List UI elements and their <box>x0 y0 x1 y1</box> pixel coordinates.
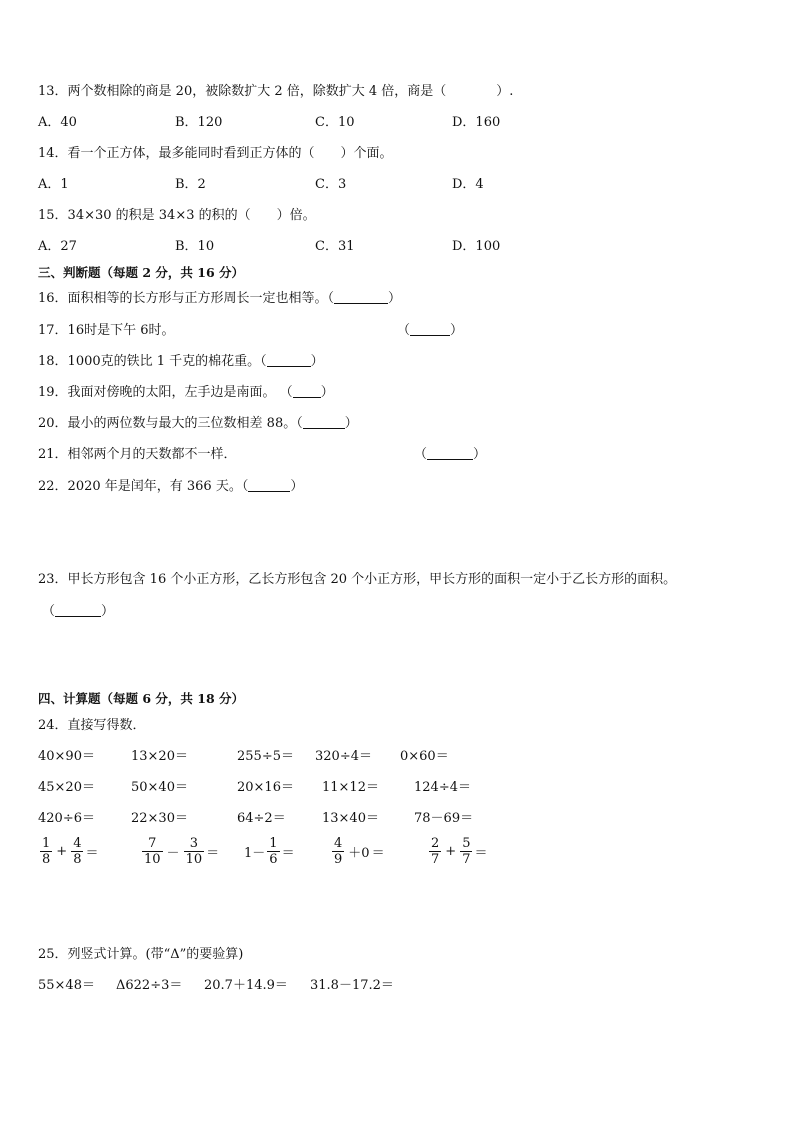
calc-item: 13×20＝ <box>131 749 188 764</box>
question-17: 17．16时是下午 6时。 <box>38 323 175 338</box>
calc-item: 78－69＝ <box>414 811 474 826</box>
question-24-title: 24．直接写得数． <box>38 718 146 733</box>
question-13-text: 13．两个数相除的商是 20，被除数扩大 2 倍，除数扩大 4 倍，商是（ <box>38 84 447 99</box>
fraction: $\frac{5}{7}$ <box>462 836 471 867</box>
question-19: 19．我面对傍晚的太阳，左手边是南面。 （ ） <box>38 385 334 400</box>
question-21-paren: （ ） <box>414 447 487 462</box>
question-16: 16．面积相等的长方形与正方形周长一定也相等。（ ） <box>38 291 402 306</box>
option-c[interactable]: C．31 <box>315 239 355 254</box>
calc-item: 420÷6＝ <box>38 811 95 826</box>
fraction: $\frac{4}{9}$ <box>334 836 343 867</box>
fraction-expression: $\frac{7}{10}$ － $\frac{3}{10}$ ＝ <box>144 836 220 867</box>
calc-item: 124÷4＝ <box>414 780 471 795</box>
answer-blank[interactable] <box>446 85 496 97</box>
question-13: 13．两个数相除的商是 20，被除数扩大 2 倍，除数扩大 4 倍，商是（ ）. <box>38 84 514 99</box>
option-a[interactable]: A．40 <box>38 115 77 130</box>
calc-item: 13×40＝ <box>322 811 379 826</box>
fraction-expression: $\frac{4}{9}$ ＋0 ＝ <box>334 836 385 867</box>
answer-blank[interactable] <box>410 323 450 336</box>
question-23: 23．甲长方形包含 16 个小正方形，乙长方形包含 20 个小正方形，甲长方形的面积一定小于乙长方形的面积。 <box>38 572 677 587</box>
question-18: 18．1000克的铁比 1 千克的棉花重。（ ） <box>38 354 324 369</box>
fraction: $\frac{4}{8}$ <box>73 836 82 867</box>
answer-blank[interactable] <box>55 604 101 617</box>
answer-blank[interactable] <box>315 147 341 159</box>
calc-item: 320÷4＝ <box>315 749 372 764</box>
calc-item: 20×16＝ <box>237 780 294 795</box>
option-d[interactable]: D．100 <box>452 239 501 254</box>
calc-item: 0×60＝ <box>400 749 449 764</box>
question-15-text: 15．34×30 的积是 34×3 的积的（ <box>38 208 251 223</box>
option-d[interactable]: D．160 <box>452 115 501 130</box>
answer-blank[interactable] <box>251 209 277 221</box>
calc-item: 50×40＝ <box>131 780 188 795</box>
fraction: $\frac{1}{6}$ <box>269 836 278 867</box>
question-15: 15．34×30 的积是 34×3 的积的（ ）倍。 <box>38 208 316 223</box>
fraction: $\frac{3}{10}$ <box>185 836 203 867</box>
option-b[interactable]: B．10 <box>175 239 215 254</box>
fraction-expression: $\frac{1}{8}$ + $\frac{4}{8}$ ＝ <box>42 836 99 867</box>
vertical-calc-item: 55×48＝ <box>38 978 95 993</box>
question-25-title: 25．列竖式计算。(带“Δ”的要验算) <box>38 947 244 962</box>
calc-item: 45×20＝ <box>38 780 95 795</box>
option-b[interactable]: B．120 <box>175 115 223 130</box>
option-a[interactable]: A．27 <box>38 239 77 254</box>
calc-item: 64÷2＝ <box>237 811 286 826</box>
answer-blank[interactable] <box>334 291 388 304</box>
option-d[interactable]: D．4 <box>452 177 484 192</box>
option-b[interactable]: B．2 <box>175 177 206 192</box>
calc-item: 22×30＝ <box>131 811 188 826</box>
option-a[interactable]: A．1 <box>38 177 69 192</box>
question-14-text: 14．看一个正方体，最多能同时看到正方体的（ <box>38 146 315 161</box>
answer-blank[interactable] <box>303 416 345 429</box>
fraction: $\frac{2}{7}$ <box>431 836 440 867</box>
question-21: 21．相邻两个月的天数都不一样． <box>38 447 237 462</box>
option-c[interactable]: C．3 <box>315 177 347 192</box>
answer-blank[interactable] <box>267 354 311 367</box>
fraction: $\frac{1}{8}$ <box>42 836 51 867</box>
question-20: 20．最小的两位数与最大的三位数相差 88。（ ） <box>38 416 358 431</box>
option-c[interactable]: C．10 <box>315 115 355 130</box>
fraction-expression: 1－ $\frac{1}{6}$ ＝ <box>244 836 295 867</box>
section-heading-calc: 四、计算题（每题 6 分，共 18 分） <box>38 691 245 706</box>
answer-blank[interactable] <box>248 479 290 492</box>
question-22: 22．2020 年是闰年，有 366 天。（ ） <box>38 479 304 494</box>
calc-item: 255÷5＝ <box>237 749 294 764</box>
question-17-paren: （ ） <box>397 323 464 338</box>
fraction: $\frac{7}{10}$ <box>144 836 161 867</box>
answer-blank[interactable] <box>293 385 321 398</box>
answer-blank[interactable] <box>427 447 473 460</box>
vertical-calc-item: Δ622÷3＝ <box>116 978 183 993</box>
calc-item: 11×12＝ <box>322 780 379 795</box>
vertical-calc-item: 20.7＋14.9＝ <box>204 978 288 993</box>
fraction-expression: $\frac{2}{7}$ + $\frac{5}{7}$ ＝ <box>431 836 488 867</box>
question-14: 14．看一个正方体，最多能同时看到正方体的（ ）个面。 <box>38 146 393 161</box>
vertical-calc-item: 31.8－17.2＝ <box>310 978 394 993</box>
question-23-paren: （ ） <box>42 604 115 619</box>
calc-item: 40×90＝ <box>38 749 95 764</box>
section-heading-judge: 三、判断题（每题 2 分，共 16 分） <box>38 265 245 280</box>
